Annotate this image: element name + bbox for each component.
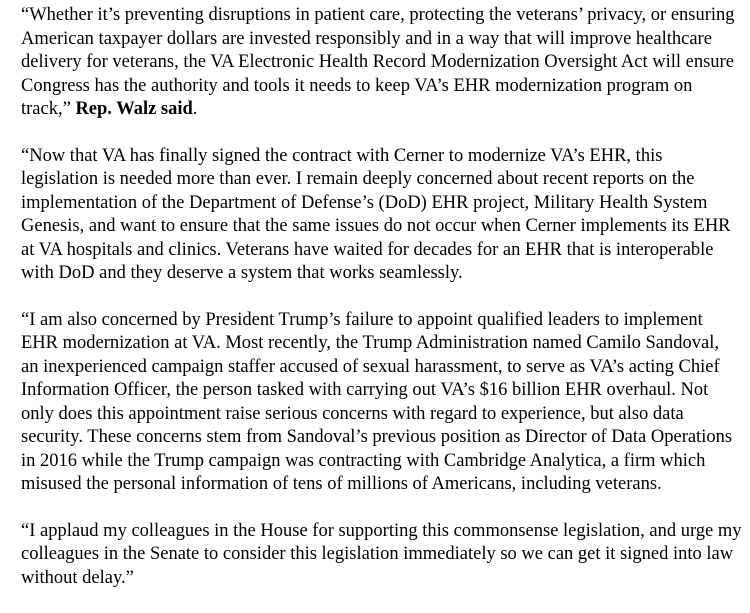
paragraph-applaud-colleagues: “I applaud my colleagues in the House for supporting this commonsense legislation, and urge my colleagues in the Senate to consider this legislation immediately so we can get it signed into law without delay.” [21, 520, 742, 588]
document-body [21, 4, 743, 613]
speaker-attribution: Rep. Walz said [75, 99, 193, 119]
paragraph-text: “Whether it’s preventing disruptions in patient care, protecting the veterans’ privacy, or ensuring American taxpayer dollars are invested responsibly and in a way that will improve healthcare delivery for veterans, the VA Electronic Health Record Modernization Oversight Act will ensure Congress has the authority and tools it needs to keep VA’s EHR modernization program on track,” [21, 5, 735, 119]
paragraph-tail: . [192, 99, 198, 119]
paragraph-walz-quote [21, 4, 743, 122]
paragraph-leadership-concerns: “I am also concerned by President Trump’s failure to appoint qualified leaders to implement EHR modernization at VA. Most recently, the Trump Administration named Camilo Sandoval, an inexperienced campaign staffer accused of sexual harassment, to serve as VA’s acting Chief Information Officer, the person tasked with carrying out VA’s $16 billion EHR overhaul. Not only does this appointment raise serious concerns with regard to experience, but also data security. These concerns stem from Sandoval’s previous position as Director of Data Operations in 2016 while the Trump campaign was contracting with Cambridge Analytica, a firm which misused the personal information of tens of millions of Americans, including veterans. [21, 309, 733, 494]
paragraph-cerner-contract: “Now that VA has finally signed the contract with Cerner to modernize VA’s EHR, this legislation is needed more than ever. I remain deeply concerned about recent reports on the implementation of the Department of Defense’s (DoD) EHR project, Military Health System Genesis, and want to ensure that the same issues do not occur when Cerner implements its EHR at VA hospitals and clinics. Veterans have waited for decades for an EHR that is interoperable with DoD and they deserve a system that works seamlessly. [21, 145, 731, 283]
